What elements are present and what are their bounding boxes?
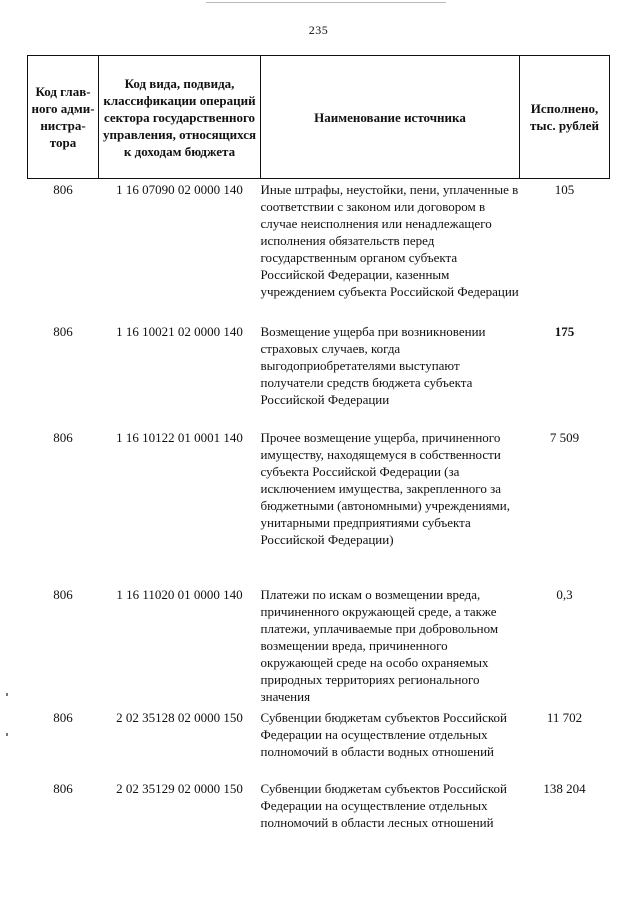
scan-speck — [6, 733, 8, 736]
admin-code-cell: 806 — [53, 781, 73, 796]
table-row — [28, 179, 610, 322]
admin-code-cell: 806 — [53, 324, 73, 339]
table-row — [28, 584, 610, 707]
table-header-row — [28, 56, 610, 179]
source-name-cell: Иные штрафы, неустойки, пени, уплаченные в соответствии с законом или договором в случае неисполнения или ненадлежащего исполнения обязательств перед государственным органом субъекта Российской Федерации, казенным учреждением субъекта Российской Федерации — [260, 182, 519, 299]
amount-cell: 175 — [554, 324, 575, 339]
header-admin-code: Код глав-ного адми-нистра-тора — [28, 56, 99, 179]
admin-code-cell: 806 — [53, 430, 73, 445]
admin-code-cell: 806 — [53, 710, 73, 725]
source-name-cell: Платежи по искам о возмещении вреда, причиненного окружающей среде, а также платежи, уплачиваемые при добровольном возмещении вреда, причиненного окружающей среде на особо охраняемых природных территориях регионального значения — [260, 587, 499, 704]
classification-code-cell: 1 16 11020 01 0000 140 — [116, 587, 243, 602]
admin-code-cell: 806 — [53, 182, 73, 197]
amount-cell: 7 509 — [549, 430, 580, 445]
header-type-code: Код вида, подвида, классификации операций сектора государственного управления, относящихся к доходам бюджета — [99, 56, 261, 179]
source-name-cell: Субвенции бюджетам субъектов Российской Федерации на осуществление отдельных полномочий в области лесных отношений — [260, 781, 507, 830]
amount-cell: 138 204 — [543, 781, 586, 796]
classification-code-cell: 1 16 07090 02 0000 140 — [116, 182, 243, 197]
page-number: 235 — [308, 23, 329, 37]
source-name-cell: Субвенции бюджетам субъектов Российской Федерации на осуществление отдельных полномочий в области водных отношений — [260, 710, 507, 759]
classification-code-cell: 1 16 10021 02 0000 140 — [116, 324, 243, 339]
revenue-table — [27, 55, 610, 850]
table-row — [28, 427, 610, 584]
header-source-name: Наименование источника — [261, 56, 520, 179]
top-rule — [206, 2, 446, 3]
classification-code-cell: 2 02 35128 02 0000 150 — [116, 710, 243, 725]
admin-code-cell: 806 — [53, 587, 73, 602]
table-row — [28, 321, 610, 427]
classification-code-cell: 2 02 35129 02 0000 150 — [116, 781, 243, 796]
table-row — [28, 707, 610, 778]
amount-cell: 11 702 — [546, 710, 583, 725]
source-name-cell: Прочее возмещение ущерба, причиненного имуществу, находящемуся в собственности субъекта Российской Федерации (за исключением имущества, закрепленного за бюджетными (автономными) учреждениями, унитарными предприятиями субъекта Российской Федерации) — [260, 430, 510, 547]
amount-cell: 0,3 — [556, 587, 573, 602]
amount-cell: 105 — [554, 182, 575, 197]
scan-speck — [6, 693, 8, 696]
header-executed: Исполнено, тыс. рублей — [520, 56, 610, 179]
classification-code-cell: 1 16 10122 01 0001 140 — [116, 430, 243, 445]
source-name-cell: Возмещение ущерба при возникновении страховых случаев, когда выгодоприобретателями выступают получатели средств бюджета субъекта Российской Федерации — [260, 324, 486, 407]
table-row — [28, 778, 610, 850]
